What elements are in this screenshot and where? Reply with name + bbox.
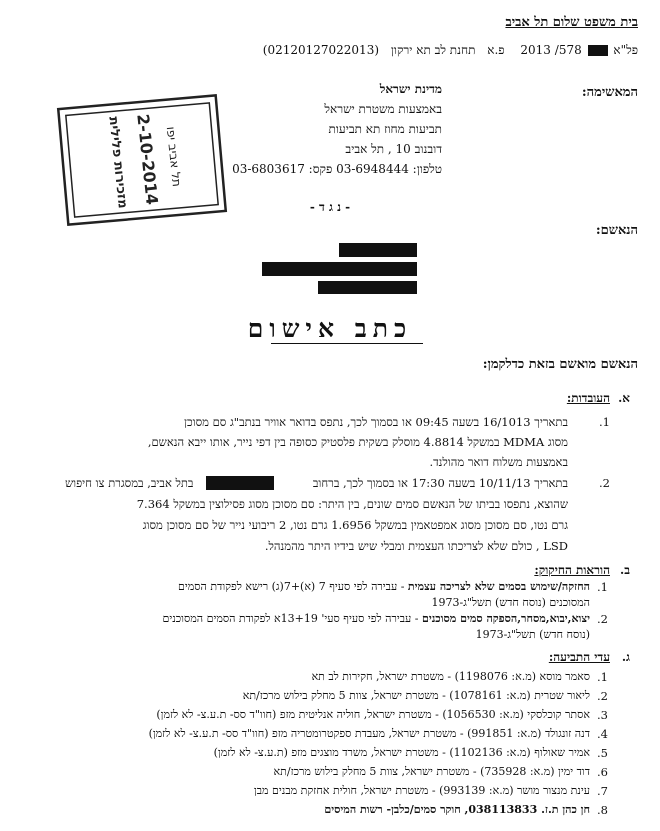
witness-3-number: 3. — [597, 708, 608, 722]
law-1-text: - עבירה לפי סעיף 7 (א)+7(ג) רישא לפקודת הסמים — [177, 580, 405, 593]
prosecutor-line-3: תביעות מחוז תא תביעות — [328, 122, 442, 136]
case-prefix: פל"א — [613, 43, 638, 57]
stamp-line-2: 2-10-2014 — [133, 113, 162, 206]
redaction-accused-address — [318, 281, 417, 294]
witness-6: דוד ימין (מ.א: 735928) - משטרת ישראל, צוות 5 מחלק בילוש מרכז/תא — [273, 765, 590, 778]
witnesses-letter: ג. — [621, 650, 630, 664]
redaction-accused-id — [262, 262, 417, 276]
stamp-line-1: תל אביב יפו — [163, 125, 184, 188]
intro-text: הנאשם מואשם בזאת כדלקמן: — [482, 357, 638, 372]
fact-1-line-3: באמצעות משלוח דואר מהולנד. — [429, 455, 568, 469]
facts-heading: העובדות: — [566, 391, 610, 405]
witnesses-heading: עדי התביעה: — [548, 650, 610, 664]
law-1-number: 1. — [597, 580, 608, 594]
fact-2-line-3: גרם נטו, סם מסוכן מסוג אמפטאמין במשקל 1.6956 גרם נטו, 2 ריבועי נייר של סם מסוכן מסוג — [142, 518, 568, 532]
law-1-line-1 — [178, 580, 590, 593]
law-1-line-2: המסוכנים (נוסח חדש) תשל"ג-1973 — [431, 596, 590, 609]
prosecutor-line-5: טלפון: 03-6948444 פקס: 03-6803617 — [232, 162, 442, 176]
laws-letter: ב. — [620, 563, 630, 577]
witness-8-number: 8. — [597, 803, 608, 817]
fact-2-line-1b: בתל אביב, במסגרת צו חיפוש — [65, 476, 194, 490]
witness-6-number: 6. — [597, 765, 608, 779]
fact-1-line-2: מסוג MDMA במשקל 4.8814 מוסלק בשקית פלסטיק כסופה בין דפי נייר, אותו ייבא הנאשם, — [147, 435, 568, 449]
witness-4-number: 4. — [597, 727, 608, 741]
witness-7: עינת מנצור מושר (מ.א: 993139) - משטרת ישראל, חולית אחזקת מבנים מבן — [253, 784, 590, 797]
prosecutor-line-4: דובנוב 10 , תל אביב — [345, 142, 442, 156]
redaction-accused-name — [339, 243, 417, 257]
witness-5-number: 5. — [597, 746, 608, 760]
fact-2-line-4: LSD , כולם שלא לצריכתו העצמית ומבלי שיש בידיו היתר מהמנהל. — [264, 539, 568, 553]
case-reference: (02120127022013) — [262, 43, 380, 57]
witness-8: חן כהן ת.ז. 038113833, חוקר סמים/כלבן- רשות המיסים — [324, 803, 590, 816]
law-2-number: 2. — [597, 612, 608, 626]
witness-3: אסתר קוכלסקי (מ.א: 1056530) - משטרת ישראל, חוליה אנליטית מזפ (חוו"ד סס- ת.ע.צ- לא לזמן) — [156, 708, 590, 721]
law-2-line-1 — [162, 612, 590, 625]
prosecutor-line-1: מדינת ישראל — [379, 82, 442, 96]
case-number: 578/ 2013 — [520, 43, 582, 57]
accused-label: הנאשם: — [595, 223, 638, 238]
witness-5: אמיר שאולוף (מ.א: 1102136) - משטרת ישראל, משרד מוצגים מזפ (ת.ע.צ- לא לזמן) — [213, 746, 590, 759]
witness-2-number: 2. — [597, 689, 608, 703]
prosecutor-line-2: באמצעות משטרת ישראל — [324, 102, 442, 116]
facts-letter: א. — [618, 391, 630, 405]
fact-2-number: 2. — [599, 476, 610, 490]
stamp-line-3: מזכירות פלילית — [105, 115, 130, 210]
case-number-line — [263, 43, 638, 58]
document-title: כתב אישום — [247, 314, 413, 343]
law-1-title: החזקה/שימוש בסמים שלא לצריכה עצמית — [407, 580, 590, 593]
case-station: תחנת לב תא ירקון — [390, 43, 476, 57]
witness-1-number: 1. — [597, 670, 608, 684]
witness-4: דנה זונגולד (מ.א: 991851) - משטרת ישראל, מעבדת ספקטרומטריה מזפ (חוו"ד סס- ת.ע.צ- לא לזמן) — [148, 727, 590, 740]
redaction-street — [206, 476, 274, 490]
prosecutor-label: המאשימה: — [581, 85, 638, 100]
case-pa: פ.א — [487, 43, 505, 57]
laws-heading: הוראות החיקוק: — [534, 563, 610, 577]
law-2-line-2: (נוסח חדש) תשל"ג-1973 — [475, 628, 590, 641]
fact-1-number: 1. — [599, 415, 610, 429]
title-underline — [271, 343, 423, 344]
witness-1: סאמר מוסא (מ.א: 1198076) - משטרת ישראל, חקירות לב תא — [311, 670, 590, 683]
fact-2-line-2: שהוצא, נתפסו בביתו של הנאשם סמים שונים, בין היתר: סם מסוכן מסוג פסילוצין במשקל 7.364 — [136, 497, 568, 511]
witness-7-number: 7. — [597, 784, 608, 798]
law-2-title: יצוא,יבוא,מסחר,הספקה סמים מסוכנים — [421, 612, 590, 625]
redaction-box — [588, 45, 608, 56]
fact-1-line-1: בתאריך 16/1013 בשעה 09:45 או בסמוך לכך, נתפס בדואר אוויר בנתב"ג סם מסוכן — [184, 415, 568, 429]
versus-line: - נ ג ד - — [309, 200, 351, 214]
witness-2: ליאור שטרית (מ.א: 1078161) - משטרת ישראל, צוות 5 מחלק בילוש מרכז/תא — [242, 689, 590, 702]
fact-2-line-1a: בתאריך 10/11/13 בשעה 17:30 או בסמוך לכך, ברחוב — [312, 476, 568, 490]
law-2-text: - עבירה לפי סעיף סעי' 13+19א לפקודת הסמים המסוכנים — [162, 612, 419, 625]
court-name: בית משפט שלום תל אביב — [505, 15, 638, 30]
